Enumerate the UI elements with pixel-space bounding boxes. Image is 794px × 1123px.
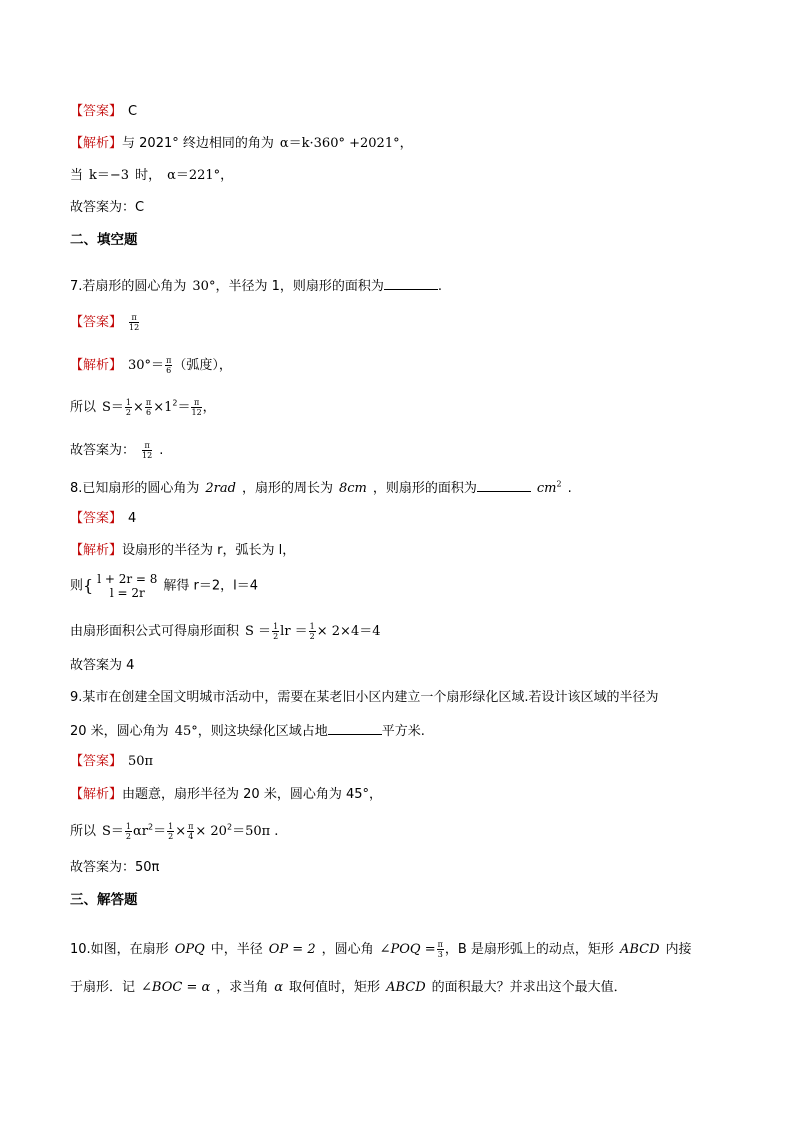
q9-eq: ＝	[153, 824, 167, 839]
q7-conclusion-post: .	[159, 443, 164, 458]
q6-conclusion: 故答案为：C	[70, 200, 145, 215]
q7-f1	[125, 398, 132, 417]
q8-answer: 4	[128, 511, 137, 526]
q10-line2-pre: 于扇形．记	[70, 980, 136, 995]
fraction-denominator: 12	[129, 323, 140, 332]
q7-f2	[145, 398, 152, 417]
q8-analysis-line	[70, 542, 295, 560]
q8-formula-line	[70, 622, 381, 641]
answer-tag: 【答案】	[70, 315, 123, 330]
q8-unit: cm	[536, 481, 557, 496]
q8-conclusion: 故答案为 4	[70, 658, 135, 673]
q7-analysis-fraction	[165, 356, 172, 375]
q8-formula-post: × 2×4＝4	[316, 624, 381, 639]
q9-S: S＝	[102, 824, 124, 839]
q8-system-line	[70, 572, 258, 600]
q6-analysis-line2	[70, 167, 233, 185]
q9-stem-post: 平方米.	[381, 724, 425, 739]
q7-stem-post: .	[437, 279, 442, 294]
q9-stem-line1: 9.某市在创建全国文明城市活动中，需要在某老旧小区内建立一个扇形绿化区域.若设计该区域的半径为	[70, 690, 659, 705]
q7-eq: ＝	[177, 400, 191, 415]
fraction-numerator: 1	[168, 822, 174, 831]
q8-then: 则	[70, 578, 84, 594]
section-title-solutions: 三、解答题	[70, 892, 138, 908]
fraction-numerator: π	[166, 356, 172, 365]
q8-f2	[309, 622, 316, 641]
q8-stem-mid2: ，则扇形的面积为	[372, 481, 477, 496]
q8-stem-post: .	[567, 481, 572, 496]
q8-blank	[477, 478, 531, 492]
q7-line-post: ，	[202, 400, 216, 415]
q7-stem-pre: 7.若扇形的圆心角为	[70, 279, 187, 294]
q9-analysis-text: 由题意，扇形半径为 20 米，圆心角为 45°，	[122, 787, 382, 802]
q7-square: 2	[172, 398, 178, 408]
q8-equation-system: { l + 2r = 8 l = 2r	[83, 572, 158, 600]
answer-tag: 【答案】	[70, 754, 123, 769]
q9-times: ×	[175, 824, 187, 839]
q7-f3	[191, 398, 201, 417]
q7-stem	[70, 276, 442, 296]
q8-stem	[70, 478, 572, 498]
q6-k-value: k＝−3	[89, 168, 130, 183]
q9-answer-line	[70, 753, 153, 771]
fraction-numerator: 1	[309, 622, 315, 631]
q10-abcd: ABCD	[619, 942, 660, 957]
q8-analysis-text: 设扇形的半径为 r，弧长为 l，	[122, 543, 296, 558]
q9-angle: 45°	[174, 724, 198, 739]
q7-conclusion-pre: 故答案为：	[70, 443, 136, 458]
section-title-fill-in: 二、填空题	[70, 232, 138, 248]
q8-angle: 2rad	[205, 481, 236, 496]
q6-analysis-punct: ，	[399, 136, 413, 151]
q6-alpha-value: α＝221°	[167, 168, 221, 183]
q6-time: 时，	[135, 168, 162, 183]
q8-stem-pre: 8.已知扇形的圆心角为	[70, 481, 200, 496]
q9-f1	[125, 822, 132, 841]
q10-fraction	[437, 940, 444, 959]
fraction-numerator: π	[145, 398, 152, 407]
q7-stem-mid: ，半径为 1，则扇形的面积为	[215, 279, 384, 294]
q10-post: 内接	[665, 942, 692, 957]
fraction-denominator: 6	[166, 366, 172, 375]
q8-eq-row1: l + 2r = 8	[97, 572, 158, 586]
fraction-denominator: 2	[309, 632, 315, 641]
fraction-numerator: π	[191, 398, 201, 408]
q7-analysis-post: （弧度），	[173, 358, 232, 373]
q9-square2: 2	[226, 822, 233, 832]
analysis-tag: 【解析】	[70, 787, 123, 802]
fraction-denominator: 2	[273, 632, 279, 641]
q8-stem-mid: ，扇形的周长为	[241, 481, 333, 496]
q10-pre: 10.如图，在扇形	[70, 942, 169, 957]
q9-f3	[187, 822, 194, 841]
analysis-tag: 【解析】	[70, 136, 123, 151]
q9-blank	[328, 721, 382, 735]
q8-eq-row2: l = 2r	[109, 586, 145, 600]
q10-line2-mid2: 取何值时，矩形	[289, 980, 381, 995]
q10-boc: ∠BOC = α	[141, 980, 211, 995]
q9-stem-line2	[70, 721, 425, 741]
analysis-tag: 【解析】	[70, 358, 123, 373]
q9-conclusion: 故答案为：50π	[70, 860, 160, 875]
q10-abcd2: ABCD	[386, 980, 426, 995]
q9-stem-pre: 20 米，圆心角为	[70, 724, 169, 739]
q10-mid1: 中，半径	[210, 942, 263, 957]
q8-formula-pre: 由扇形面积公式可得扇形面积	[70, 624, 240, 639]
q10-alpha: α	[274, 980, 284, 995]
q10-mid2: ，圆心角	[321, 942, 374, 957]
q10-stem-line2	[70, 979, 627, 997]
analysis-tag: 【解析】	[70, 543, 123, 558]
q7-times2: ×	[153, 400, 165, 415]
q10-op: OP = 2	[268, 942, 316, 957]
fraction-denominator: 4	[188, 832, 194, 841]
q6-formula: α＝k·360° +2021°	[279, 136, 400, 151]
q9-so: 所以	[70, 824, 97, 839]
q7-answer-fraction	[129, 313, 139, 332]
q8-f1	[272, 622, 279, 641]
q8-solution: 解得 r＝2，l＝4	[163, 578, 259, 594]
fraction-denominator: 12	[191, 408, 202, 417]
answer-tag: 【答案】	[70, 104, 123, 119]
q6-answer: C	[128, 104, 138, 119]
fraction-numerator: π	[142, 441, 152, 451]
fraction-numerator: π	[129, 313, 139, 323]
fraction-numerator: 1	[125, 398, 132, 407]
q9-times-20: × 20	[195, 824, 227, 839]
q6-analysis-text: 与 2021° 终边相同的角为	[122, 136, 274, 151]
q6-when: 当	[70, 168, 84, 183]
q7-so: 所以	[70, 400, 97, 415]
q7-angle: 30°	[192, 279, 216, 294]
q10-angle: ∠POQ =	[379, 942, 436, 957]
fraction-denominator: 6	[146, 408, 152, 417]
fraction-denominator: 12	[142, 451, 153, 460]
answer-tag: 【答案】	[70, 511, 123, 526]
q10-line2-post: 的面积最大？并求出这个最大值．	[431, 980, 627, 995]
q7-conclusion-fraction	[142, 441, 152, 460]
fraction-numerator: π	[188, 822, 194, 831]
fraction-denominator: 2	[125, 408, 132, 417]
fraction-denominator: 2	[168, 832, 174, 841]
q9-f2	[167, 822, 174, 841]
fraction-numerator: 1	[273, 622, 279, 631]
q8-answer-line	[70, 510, 136, 528]
q10-stem-line1	[70, 940, 692, 959]
q7-S: S＝	[102, 400, 124, 415]
q8-unit-sup: 2	[556, 479, 562, 489]
fraction-denominator: 2	[125, 832, 132, 841]
q6-punct: ，	[220, 168, 234, 183]
fraction-denominator: 3	[437, 950, 443, 959]
q7-formula-line	[70, 398, 216, 417]
q8-perimeter: 8cm	[338, 481, 367, 496]
q9-stem-mid: ，则这块绿化区域占地	[197, 724, 328, 739]
q7-analysis-line	[70, 356, 232, 375]
q8-lr: lr ＝	[280, 624, 308, 639]
q9-result: ＝50π .	[232, 824, 279, 839]
q6-analysis-line	[70, 135, 413, 153]
q9-answer: 50π	[128, 754, 154, 769]
q9-analysis-line	[70, 786, 382, 804]
q10-opq: OPQ	[174, 942, 205, 957]
q7-conclusion	[70, 441, 163, 460]
q10-mid3: ，B 是扇形弧上的动点，矩形	[444, 942, 614, 957]
q7-times: ×	[133, 400, 144, 415]
fraction-numerator: 1	[125, 822, 132, 831]
q7-blank	[384, 276, 438, 290]
q7-answer-line	[70, 313, 140, 332]
q9-formula-line	[70, 822, 278, 841]
q7-one: 1	[164, 400, 173, 415]
q6-answer-line	[70, 103, 137, 121]
q8-S: S ＝	[245, 624, 272, 639]
q9-alpha-r: αr	[133, 824, 149, 839]
q10-line2-mid1: ，求当角	[216, 980, 269, 995]
q9-square: 2	[148, 822, 154, 832]
fraction-numerator: π	[437, 940, 443, 949]
q7-analysis-angle: 30°＝	[128, 358, 165, 373]
